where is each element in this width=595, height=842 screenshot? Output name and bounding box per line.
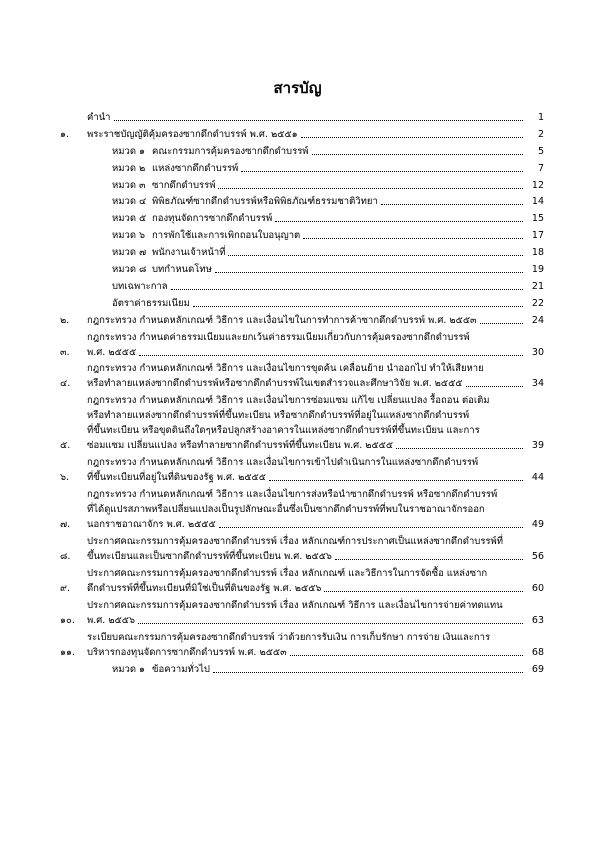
dot-leader [381, 204, 523, 205]
toc-page-number: 17 [531, 230, 544, 242]
toc-entry-line [112, 262, 544, 277]
toc-entry-text: บริหารกองทุนจัดการซากดึกดำบรรพ์ พ.ศ. ๒๕๕๓ [87, 646, 287, 658]
toc-entry-text: บทเฉพาะกาล [112, 280, 168, 292]
toc-entry-line [87, 630, 544, 645]
dot-leader [303, 238, 523, 239]
toc-entry [60, 228, 544, 243]
toc-entry-line [112, 279, 544, 294]
toc-entry-number: ๙. [60, 582, 70, 594]
toc-entry-body [112, 194, 544, 209]
dot-leader [228, 255, 523, 256]
dot-leader [219, 527, 523, 528]
toc-entry-text: นอกราชอาณาจักร พ.ศ. ๒๕๕๕ [87, 519, 216, 531]
dot-leader [290, 655, 523, 656]
toc-entry-line [87, 330, 544, 345]
toc-entry-text: อัตราค่าธรรมเนียม [112, 297, 190, 309]
toc-entry-number: ๕. [60, 440, 71, 452]
toc-entry-line [87, 110, 544, 125]
toc-entry-text: ที่ขึ้นทะเบียนที่อยู่ในที่ดินของรัฐ พ.ศ. ๒๕๕๕ [87, 472, 266, 484]
toc-page-number: 49 [531, 519, 544, 531]
toc-entry-line [87, 581, 544, 596]
toc-entry-line [87, 408, 544, 423]
toc-entry [60, 598, 544, 628]
toc-entry-text: ที่ขึ้นทะเบียน หรือขุดดินถึงใดๆหรือปลูกสร้างอาคารในแหล่งซากดึกดำบรรพ์ที่ขึ้นทะเบียน และการ [87, 425, 480, 437]
toc-entry [60, 566, 544, 596]
toc-entry-text: กฎกระทรวง กำหนดหลักเกณฑ์ วิธีการ และเงื่อนไขในการทำการค้าซากดึกดำบรรพ์ พ.ศ. ๒๕๕๓ [87, 314, 477, 326]
toc-entry-line [112, 296, 544, 311]
table-of-contents [60, 110, 544, 678]
toc-entry-text: หรือทำลายแหล่งซากดึกดำบรรพ์หรือซากดึกดำบรรพ์ในเขตสำรวจและศึกษาวิจัย พ.ศ. ๒๕๕๕ [87, 378, 463, 390]
toc-page-number: 56 [531, 551, 544, 563]
toc-entry-body [112, 144, 544, 159]
dot-leader [480, 323, 523, 324]
toc-entry-body [87, 313, 544, 328]
toc-entry-line [87, 376, 544, 391]
toc-entry-body [87, 455, 544, 485]
dot-leader [193, 306, 523, 307]
toc-entry [60, 161, 544, 176]
toc-page-number: 7 [537, 162, 544, 174]
toc-entry-line [87, 470, 544, 485]
toc-entry-text: คณะกรรมการคุ้มครองซากดึกดำบรรพ์ [152, 145, 309, 157]
toc-entry-number: ๖. [60, 472, 70, 484]
dot-leader [275, 221, 523, 222]
toc-entry-line [87, 598, 544, 613]
toc-entry [60, 330, 544, 360]
toc-page-number: 44 [531, 472, 544, 484]
toc-entry-body [112, 161, 544, 176]
toc-page-number: 68 [531, 646, 544, 658]
toc-entry-text: ซ่อมแซม เปลี่ยนแปลง หรือทำลายซากดึกดำบรรพ์ที่ขึ้นทะเบียน พ.ศ. ๒๕๕๕ [87, 440, 394, 452]
toc-page-number: 2 [537, 128, 544, 140]
toc-entry-text: ที่ได้ดูแปรสภาพหรือเปลี่ยนแปลงเป็นรูปลักษณะอื่นซึ่งเป็นซากดึกดำบรรพ์ที่พบในราชอาณาจักรออก [87, 504, 485, 516]
toc-entry [60, 211, 544, 226]
toc-entry-number: ๘. [60, 551, 71, 563]
toc-entry-body [87, 534, 544, 564]
toc-entry-line [112, 144, 544, 159]
toc-entry-body [112, 279, 544, 294]
toc-entry [60, 245, 544, 260]
toc-entry-text: พ.ศ. ๒๕๕๖ [87, 614, 136, 626]
toc-entry-text: ดึกดำบรรพ์ที่ขึ้นทะเบียนที่มิใช่เป็นที่ดินของรัฐ พ.ศ. ๒๕๕๖ [87, 582, 322, 594]
toc-page-number: 30 [531, 346, 544, 358]
toc-entry-text: พิพิธภัณฑ์ซากดึกดำบรรพ์หรือพิพิธภัณฑ์ธรรมชาติวิทยา [152, 196, 378, 208]
toc-entry-text: หรือทำลายแหล่งซากดึกดำบรรพ์ที่ขึ้นทะเบียน หรือซากดึกดำบรรพ์ที่อยู่ในแหล่งซากดึกดำบรรพ์ [87, 410, 470, 422]
toc-entry-line [112, 178, 544, 193]
toc-entry-text: กฎกระทรวง กำหนดหลักเกณฑ์ วิธีการ และเงื่อนไขการขุดค้น เคลื่อนย้าย นำออกไป ทำให้เสียหาย [87, 363, 484, 375]
toc-entry-text: กฎกระทรวง กำหนดหลักเกณฑ์ วิธีการ และเงื่อนไขการซ่อมแซม แก้ไข เปลี่ยนแปลง รื้อถอน ต่อเติม [87, 395, 490, 407]
toc-page-number: 34 [531, 378, 544, 390]
toc-chapter-label: หมวด ๖ [112, 230, 146, 242]
toc-entry-line [112, 161, 544, 176]
toc-page-number: 19 [531, 264, 544, 276]
toc-page-number: 63 [531, 614, 544, 626]
toc-entry-body [87, 566, 544, 596]
toc-entry-line [87, 438, 544, 453]
toc-entry-body [112, 211, 544, 226]
toc-entry-line [87, 393, 544, 408]
toc-entry-text: ข้อความทั่วไป [152, 663, 210, 675]
toc-entry-line [87, 487, 544, 502]
toc-entry-text: พนักงานเจ้าหน้าที่ [152, 247, 226, 259]
toc-entry-text: แหล่งซากดึกดำบรรพ์ [152, 162, 239, 174]
toc-entry-line [112, 245, 544, 260]
toc-entry [60, 296, 544, 311]
dot-leader [301, 137, 523, 138]
toc-entry-body [112, 228, 544, 243]
toc-entry [60, 178, 544, 193]
toc-entry-line [87, 645, 544, 660]
toc-entry-text: กฎกระทรวง กำหนดหลักเกณฑ์ วิธีการ และเงื่อนไขการส่งหรือนำซากดึกดำบรรพ์ หรือซากดึกดำบรรพ์ [87, 489, 498, 501]
toc-page-number: 1 [537, 112, 544, 123]
toc-entry [60, 194, 544, 209]
dot-leader [466, 386, 524, 387]
toc-entry-number: ๗. [60, 519, 71, 531]
toc-page-number: 24 [531, 314, 544, 326]
toc-entry-line [87, 127, 544, 142]
page-title: สารบัญ [273, 79, 322, 97]
toc-entry-body [112, 178, 544, 193]
toc-entry [60, 455, 544, 485]
toc-page-number: 12 [531, 179, 544, 191]
toc-entry [60, 662, 544, 677]
toc-page-number: 21 [531, 280, 544, 292]
toc-entry-number: ๓. [60, 346, 70, 358]
toc-chapter-label: หมวด ๔ [112, 196, 147, 208]
toc-page-number: 14 [531, 196, 544, 208]
toc-entry-body [87, 330, 544, 360]
toc-entry-body [87, 487, 544, 532]
toc-entry-number: ๑๑. [60, 646, 76, 658]
toc-entry [60, 127, 544, 142]
toc-page-number: 15 [531, 213, 544, 225]
toc-entry [60, 262, 544, 277]
toc-entry-text: การพักใช้และการเพิกถอนใบอนุญาต [152, 230, 301, 242]
toc-entry-line [87, 549, 544, 564]
toc-page-number: 5 [537, 145, 544, 157]
toc-page-number: 60 [531, 582, 544, 594]
toc-entry-number: ๒. [60, 314, 70, 326]
toc-entry-line [87, 423, 544, 438]
toc-entry [60, 144, 544, 159]
toc-entry [60, 110, 544, 125]
toc-entry-line [87, 345, 544, 360]
dot-leader [396, 448, 523, 449]
toc-page-number: 69 [531, 663, 544, 675]
dot-leader [139, 355, 523, 356]
toc-entry-body [112, 245, 544, 260]
toc-entry-text: กฎกระทรวง กำหนดหลักเกณฑ์ วิธีการ และเงื่อนไขการเข้าไปดำเนินการในแหล่งซากดึกดำบรรพ์ [87, 457, 479, 469]
toc-entry-text: ระเบียบคณะกรรมการคุ้มครองซากดึกดำบรรพ์ ว่าด้วยการรับเงิน การเก็บรักษา การจ่าย เงินและการ [87, 631, 491, 643]
toc-entry-line [112, 662, 544, 677]
toc-chapter-label: หมวด ๗ [112, 247, 147, 259]
toc-entry [60, 534, 544, 564]
toc-entry [60, 361, 544, 391]
dot-leader [215, 272, 523, 273]
toc-entry-body [112, 662, 544, 677]
toc-entry [60, 393, 544, 453]
dot-leader [171, 289, 523, 290]
toc-entry-text: ประกาศคณะกรรมการคุ้มครองซากดึกดำบรรพ์ เรื่อง หลักเกณฑ์ วิธีการ และเงื่อนไขการจ่ายค่าทดแทน [87, 599, 503, 611]
toc-entry-text: ซากดึกดำบรรพ์ [152, 179, 216, 191]
toc-entry-line [87, 502, 544, 517]
dot-leader [324, 591, 523, 592]
toc-entry-body [87, 393, 544, 453]
toc-chapter-label: หมวด ๓ [112, 179, 146, 191]
dot-leader [138, 623, 523, 624]
dot-leader [335, 559, 523, 560]
toc-entry-text: คำนำ [87, 112, 111, 123]
toc-entry [60, 487, 544, 532]
toc-entry-body [112, 296, 544, 311]
toc-entry [60, 313, 544, 328]
toc-chapter-label: หมวด ๘ [112, 264, 147, 276]
toc-entry-line [112, 211, 544, 226]
toc-chapter-label: หมวด ๒ [112, 162, 146, 174]
toc-chapter-label: หมวด ๑ [112, 663, 146, 675]
toc-entry [60, 279, 544, 294]
toc-entry-line [87, 566, 544, 581]
toc-entry-line [87, 613, 544, 628]
toc-entry-line [112, 194, 544, 209]
toc-entry-body [87, 110, 544, 125]
toc-entry-line [87, 455, 544, 470]
toc-entry-text: ประกาศคณะกรรมการคุ้มครองซากดึกดำบรรพ์ เรื่อง หลักเกณฑ์ และวิธีการในการจัดซื้อ แหล่งซาก [87, 567, 488, 579]
dot-leader [218, 188, 523, 189]
toc-entry-body [87, 598, 544, 628]
dot-leader [269, 480, 523, 481]
toc-entry-text: กฎกระทรวง กำหนดค่าธรรมเนียมและยกเว้นค่าธรรมเนียมเกี่ยวกับการคุ้มครองซากดึกดำบรรพ์ [87, 331, 470, 343]
dot-leader [114, 120, 523, 121]
toc-page-number: 39 [531, 440, 544, 452]
toc-page-number: 22 [531, 297, 544, 309]
toc-entry-body [87, 361, 544, 391]
dot-leader [312, 154, 523, 155]
toc-entry-text: พระราชบัญญัติคุ้มครองซากดึกดำบรรพ์ พ.ศ. ๒๕๕๑ [87, 128, 298, 140]
toc-entry-number: ๔. [60, 378, 71, 390]
toc-entry-line [87, 313, 544, 328]
toc-entry-body [87, 127, 544, 142]
toc-entry [60, 630, 544, 660]
toc-entry-text: ประกาศคณะกรรมการคุ้มครองซากดึกดำบรรพ์ เรื่อง หลักเกณฑ์การประกาศเป็นแหล่งซากดึกดำบรรพ์ที่ [87, 536, 504, 548]
toc-entry-line [112, 228, 544, 243]
toc-entry-line [87, 517, 544, 532]
toc-entry-body [87, 630, 544, 660]
dot-leader [241, 171, 523, 172]
toc-entry-number: ๑. [60, 128, 70, 140]
toc-chapter-label: หมวด ๑ [112, 145, 146, 157]
toc-entry-text: พ.ศ. ๒๕๕๕ [87, 346, 137, 358]
toc-entry-line [87, 534, 544, 549]
toc-chapter-label: หมวด ๕ [112, 213, 147, 225]
toc-entry-text: กองทุนจัดการซากดึกดำบรรพ์ [152, 213, 273, 225]
toc-page-number: 18 [531, 247, 544, 259]
toc-entry-line [87, 361, 544, 376]
toc-entry-text: บทกำหนดโทษ [152, 264, 212, 276]
toc-entry-text: ขึ้นทะเบียนและเป็นซากดึกดำบรรพ์ที่ขึ้นทะเบียน พ.ศ. ๒๕๕๖ [87, 551, 332, 563]
dot-leader [213, 672, 523, 673]
toc-entry-number: ๑๐. [60, 614, 75, 626]
toc-entry-body [112, 262, 544, 277]
